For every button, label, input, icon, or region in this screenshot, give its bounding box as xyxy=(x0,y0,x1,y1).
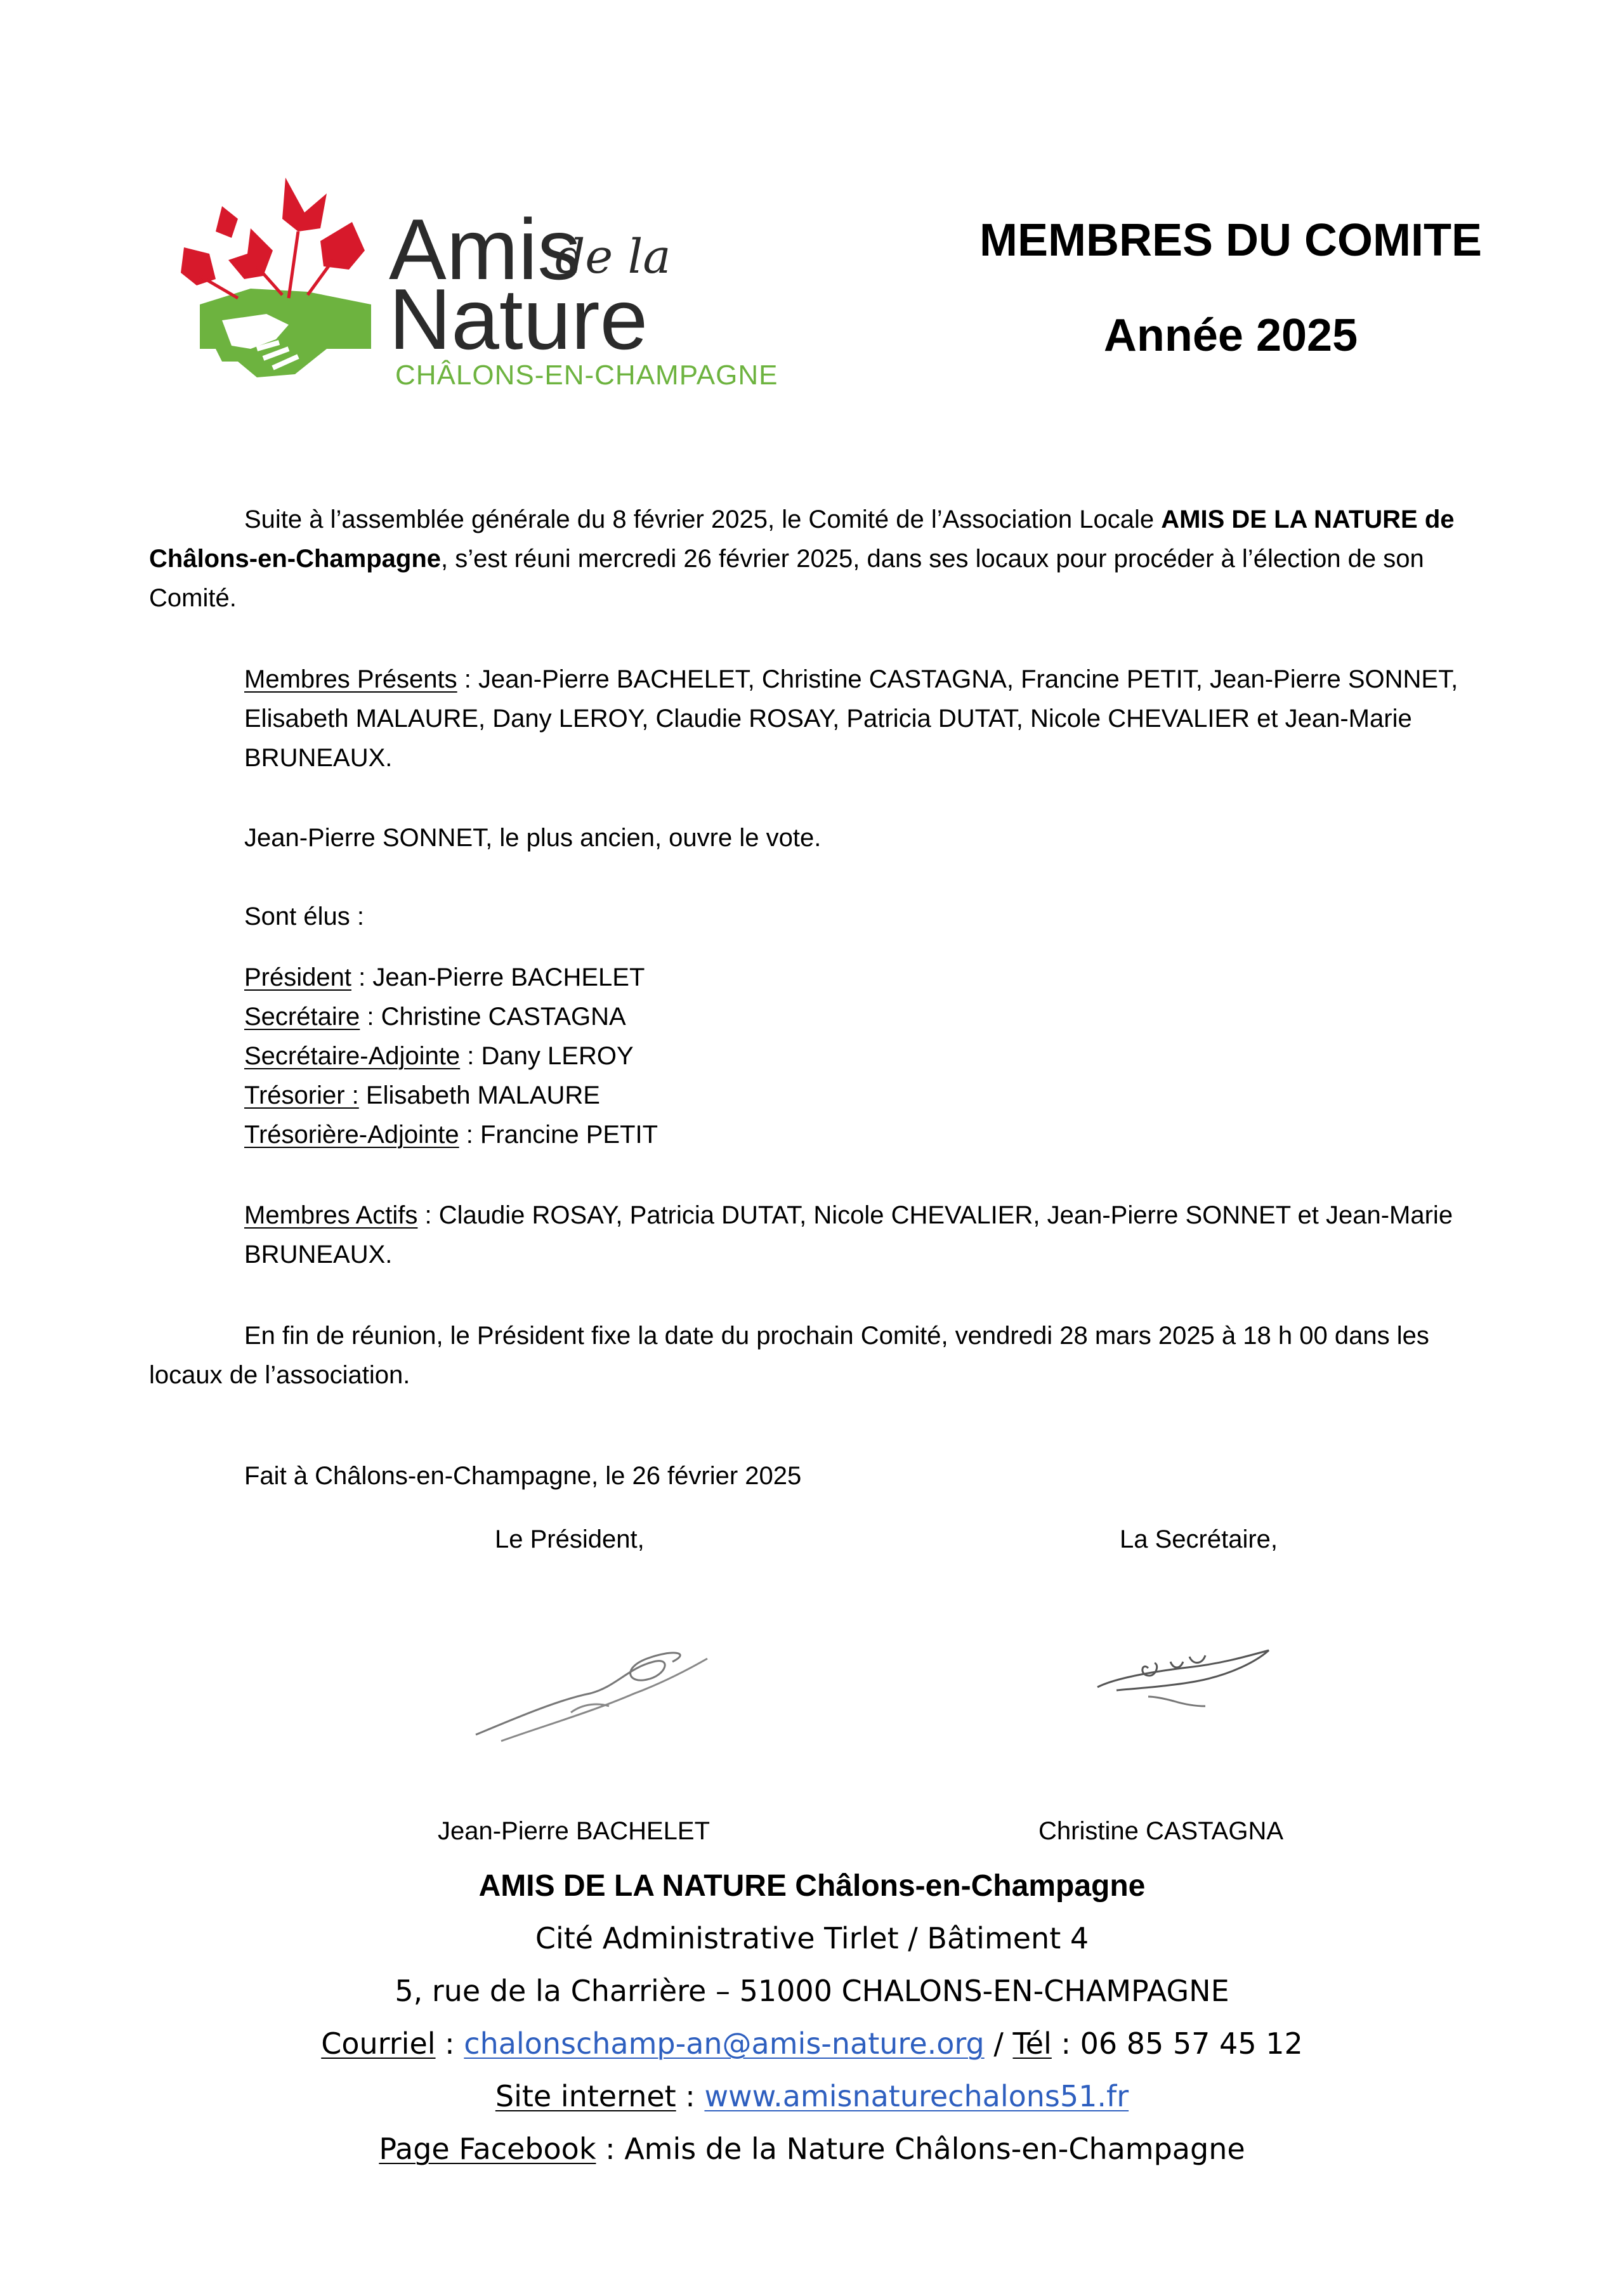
role-name: Elisabeth MALAURE xyxy=(365,1081,600,1109)
email-sep: : xyxy=(435,2026,464,2061)
list-item xyxy=(244,997,658,1036)
role-sep: : xyxy=(351,963,373,991)
secretary-signature-icon xyxy=(1078,1617,1434,1751)
email-label: Courriel xyxy=(321,2026,436,2061)
present-members xyxy=(244,660,1507,778)
facebook-label: Page Facebook xyxy=(379,2132,596,2166)
list-item xyxy=(244,958,658,997)
president-name: Jean-Pierre BACHELET xyxy=(438,1817,710,1845)
logo-word-amis: Amis xyxy=(389,201,581,297)
email-link[interactable]: chalonschamp-an@amis-nature.org xyxy=(464,2026,985,2061)
present-label: Membres Présents xyxy=(244,665,457,693)
active-label: Membres Actifs xyxy=(244,1201,418,1229)
role-label: Secrétaire-Adjointe xyxy=(244,1042,461,1070)
tel-slash: / xyxy=(984,2026,1013,2061)
footer xyxy=(0,1860,1624,2175)
list-item xyxy=(244,1076,658,1115)
role-sep: : xyxy=(459,1121,480,1149)
president-title: Le Président, xyxy=(495,1525,645,1553)
secretary-title: La Secrétaire, xyxy=(1120,1525,1278,1553)
tel-label: Tél xyxy=(1012,2026,1052,2061)
secretary-name: Christine CASTAGNA xyxy=(1038,1817,1284,1845)
role-sep: : xyxy=(460,1042,481,1070)
present-list: : Jean-Pierre BACHELET, Christine CASTAGNA, Francine PETIT, Jean-Pierre SONNET, Elisabeth MALAURE, Dany LEROY, Claudie ROSAY, Patricia DUTAT, Nicole CHEVALIER et Jean-Marie BRUNEAUX. xyxy=(244,665,1458,772)
roles-list xyxy=(244,958,658,1154)
footer-address-1: Cité Administrative Tirlet / Bâtiment 4 xyxy=(535,1921,1089,1955)
role-label: Trésorier : xyxy=(244,1081,359,1109)
logo-word-nature: Nature xyxy=(389,271,648,367)
intro-text-2: , s’est réuni mercredi 26 février 2025, dans ses locaux pour procéder à l’élection de son Comité. xyxy=(149,545,1424,612)
footer-contact xyxy=(0,2018,1624,2070)
footer-website xyxy=(0,2070,1624,2123)
active-list: : Claudie ROSAY, Patricia DUTAT, Nicole CHEVALIER, Jean-Pierre SONNET et Jean-Marie BRUNEAUX. xyxy=(244,1201,1453,1269)
closing-paragraph: En fin de réunion, le Président fixe la date du prochain Comité, vendredi 28 mars 2025 à 18 h 00 dans les locaux de l’association. xyxy=(149,1322,1429,1389)
page-year: Année 2025 xyxy=(1103,310,1358,361)
list-item xyxy=(244,1115,658,1154)
elected-heading: Sont élus : xyxy=(244,903,365,930)
role-label: Trésorière-Adjointe xyxy=(244,1121,459,1149)
vote-line: Jean-Pierre SONNET, le plus ancien, ouvre le vote. xyxy=(244,824,822,852)
role-name: Francine PETIT xyxy=(480,1121,658,1149)
website-link[interactable]: www.amisnaturechalons51.fr xyxy=(704,2079,1129,2113)
footer-address-2: 5, rue de la Charrière – 51000 CHALONS-EN-CHAMPAGNE xyxy=(395,1974,1229,2008)
facebook-value: : Amis de la Nature Châlons-en-Champagne xyxy=(596,2132,1245,2166)
intro-paragraph xyxy=(149,500,1500,618)
made-at-line: Fait à Châlons-en-Champagne, le 26 février 2025 xyxy=(244,1462,802,1490)
logo-word-de-la: de la xyxy=(555,230,671,284)
footer-facebook xyxy=(0,2123,1624,2175)
page-title: MEMBRES DU COMITE xyxy=(979,215,1482,266)
list-item xyxy=(244,1036,658,1076)
role-label: Président xyxy=(244,963,351,991)
role-name: Christine CASTAGNA xyxy=(381,1003,626,1031)
association-logo xyxy=(162,159,809,400)
footer-org: AMIS DE LA NATURE Châlons-en-Champagne xyxy=(478,1869,1146,1903)
site-label: Site internet xyxy=(495,2079,676,2113)
intro-text-1: Suite à l’assemblée générale du 8 février 2025, le Comité de l’Association Locale xyxy=(244,506,1162,533)
role-sep: : xyxy=(360,1003,381,1031)
intro-bold-name: AMIS DE LA NATURE de Châlons-en-Champagne xyxy=(149,506,1455,573)
president-signature-icon xyxy=(463,1624,818,1757)
tel-value: : 06 85 57 45 12 xyxy=(1051,2026,1303,2061)
role-sep xyxy=(359,1081,366,1109)
role-name: Dany LEROY xyxy=(481,1042,634,1070)
site-sep: : xyxy=(676,2079,705,2113)
logo-emblem-icon xyxy=(162,159,390,393)
role-label: Secrétaire xyxy=(244,1003,360,1031)
active-members xyxy=(244,1196,1507,1274)
role-name: Jean-Pierre BACHELET xyxy=(372,963,645,991)
logo-city: CHÂLONS-EN-CHAMPAGNE xyxy=(395,360,778,391)
